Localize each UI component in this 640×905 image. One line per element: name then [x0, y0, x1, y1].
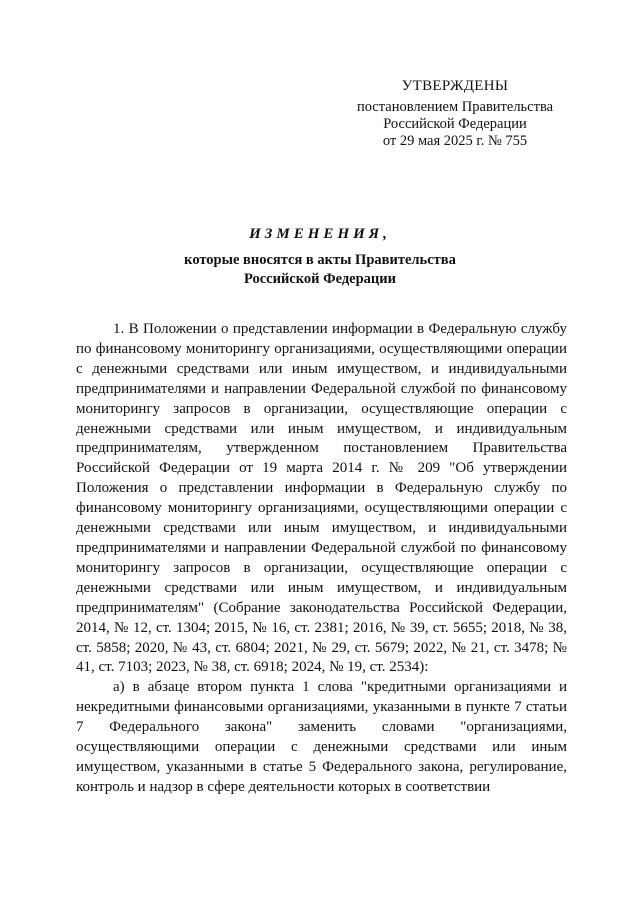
- document-body: [76, 320, 567, 798]
- approval-line-2: Российской Федерации: [383, 116, 527, 132]
- body-paragraph-1: 1. В Положении о представлении информации в Федеральную службу по финансовому мониторингу организациями, осуществляющими операции с денежными средствами или иным имуществом, и индивидуальными предпринимателями и направлении Федеральной службой по финансовому мониторингу запросов в организации, осуществляющие операции с денежными средствами или иным имуществом, и индивидуальным предпринимателям, утвержденном постановлением Правительства Российской Федерации от 19 марта 2014 г. № 209 "Об утверждении Положения о представлении информации в Федеральную службу по финансовому мониторингу организациями, осуществляющими операции с денежными средствами или иным имуществом, и индивидуальными предпринимателями и направлении Федеральной службой по финансовому мониторингу запросов в организации, осуществляющие операции с денежными средствами или иным имуществом, и индивидуальным предпринимателям" (Собрание законодательства Российской Федерации, 2014, № 12, ст. 1304; 2015, № 16, ст. 2381; 2016, № 39, ст. 5655; 2018, № 38, ст. 5858; 2020, № 43, ст. 6804; 2021, № 29, ст. 5679; 2022, № 21, ст. 3478; № 41, ст. 7103; 2023, № 38, ст. 6918; 2024, № 19, ст. 2534):: [76, 321, 567, 676]
- title-main: ИЗМЕНЕНИЯ,: [249, 226, 391, 242]
- title-sub-1: которые вносятся в акты Правительства: [184, 252, 456, 268]
- approval-heading: УТВЕРЖДЕНЫ: [401, 78, 509, 94]
- title-sub-2: Российской Федерации: [243, 271, 396, 287]
- approval-line-1: постановлением Правительства: [356, 99, 554, 115]
- approval-stamp: [330, 78, 580, 150]
- approval-line-3: от 29 мая 2025 г. № 755: [382, 133, 528, 149]
- document-title: [0, 226, 640, 289]
- body-paragraph-2: а) в абзаце втором пункта 1 слова "кредитными организациями и некредитными финансовыми организациями, указанными в пункте 7 статьи 7 Федерального закона" заменить словами "организациями, осуществляющими операции с денежными средствами или иным имуществом, указанными в статье 5 Федерального закона, регулирование, контроль и надзор в сфере деятельности которых в соответствии: [76, 679, 567, 795]
